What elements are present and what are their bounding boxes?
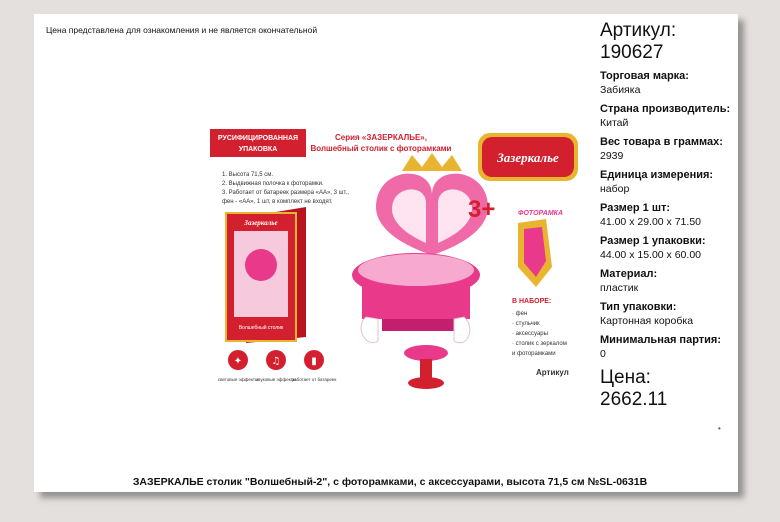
spec-value: набор xyxy=(600,183,630,195)
product-illustration xyxy=(206,127,594,395)
spec-value: 41.00 x 29.00 x 71.50 xyxy=(600,216,701,228)
box-table-image xyxy=(245,249,277,281)
feature-1: 1. Высота 71,5 см. xyxy=(222,172,274,178)
spec-label: Вес товара в граммах: xyxy=(600,136,723,148)
spec-material xyxy=(600,268,770,295)
set-item-1: · фен xyxy=(512,311,528,317)
spec-value: Забияка xyxy=(600,84,641,96)
table-leg-left xyxy=(361,317,378,343)
table-surface xyxy=(358,254,474,286)
spec-country xyxy=(600,103,770,130)
spec-value: Картонная коробка xyxy=(600,315,694,327)
feature-3: 3. Работает от батареек размера «АА», 3 шт., xyxy=(222,190,349,196)
icon-label-2: звуковые эффекты xyxy=(255,377,297,382)
drawer xyxy=(382,319,462,331)
spec-weight xyxy=(600,136,770,163)
spec-label: Размер 1 шт: xyxy=(600,202,671,214)
badge-line-1: РУСИФИЦИРОВАННАЯ xyxy=(217,135,299,142)
spec-value: Китай xyxy=(600,117,629,129)
spec-min-order xyxy=(600,334,770,361)
spec-value: пластик xyxy=(600,282,639,294)
feature-2: 2. Выдвижная полочка к фоторамки. xyxy=(222,181,324,187)
icon-label-1: световые эффекты xyxy=(217,377,259,382)
spec-label: Материал: xyxy=(600,268,658,280)
series-title-line-1: Серия «ЗАЗЕРКАЛЬЕ», xyxy=(335,133,427,142)
spec-package-type xyxy=(600,301,770,328)
product-caption: ЗАЗЕРКАЛЬЕ столик "Волшебный-2", с фоторамками, с аксессуарами, высота 71,5 см №SL-0631B xyxy=(132,476,648,488)
marker-dot: • xyxy=(718,424,721,433)
article-label: Артикул: xyxy=(600,20,677,41)
set-item-4: · столик с зеркалом xyxy=(512,341,567,347)
spec-brand xyxy=(600,70,770,97)
icon-label-3: работает от батареек xyxy=(291,377,337,382)
spec-label: Минимальная партия: xyxy=(600,334,721,346)
table-leg-right xyxy=(454,317,470,343)
svg-text:▮: ▮ xyxy=(311,356,317,367)
set-title: В НАБОРЕ: xyxy=(512,298,552,305)
article-value: 190627 xyxy=(600,42,664,63)
box-bottom-text: Волшебный столик xyxy=(238,325,284,331)
brand-logo: Зазеркалье xyxy=(497,150,559,165)
spec-label: Торговая марка: xyxy=(600,70,689,82)
price-value: 2662.11 xyxy=(600,389,668,410)
spec-package-size xyxy=(600,235,770,262)
set-item-2: · стульчик xyxy=(512,321,540,327)
stool-seat xyxy=(404,345,448,361)
spec-label: Единица измерения: xyxy=(600,169,714,181)
spec-label: Тип упаковки: xyxy=(600,301,677,313)
spec-value: 44.00 x 15.00 x 60.00 xyxy=(600,249,701,261)
series-title-line-2: Волшебный столик с фоторамками xyxy=(310,144,452,153)
stool-leg xyxy=(420,359,432,379)
feature-4: фен - «АА», 1 шт, в комплект не входят. xyxy=(222,199,333,205)
age-label: 3+ xyxy=(468,196,496,223)
spec-item-size xyxy=(600,202,770,229)
spec-label: Страна производитель: xyxy=(600,103,731,115)
set-item-3: · аксессуары xyxy=(512,331,548,337)
spec-unit xyxy=(600,169,770,196)
svg-text:✦: ✦ xyxy=(233,356,243,367)
image-article-label: Артикул xyxy=(536,368,569,377)
price-label: Цена: xyxy=(600,367,651,388)
price-disclaimer: Цена представлена для ознакомления и не является окончательной xyxy=(46,25,318,35)
badge-line-2: УПАКОВКА xyxy=(238,146,278,153)
stool-base xyxy=(408,377,444,389)
spec-label: Размер 1 упаковки: xyxy=(600,235,706,247)
box-logo: Зазеркалье xyxy=(244,219,278,227)
spec-value: 0 xyxy=(600,348,606,360)
photo-frame-label: ФОТОРАМКА xyxy=(518,210,564,217)
svg-text:♫: ♫ xyxy=(271,356,281,367)
set-item-5: и фоторамками xyxy=(512,351,556,357)
spec-value: 2939 xyxy=(600,150,624,162)
crown-icon xyxy=(402,153,462,171)
table-body xyxy=(362,287,470,319)
spec-panel xyxy=(600,20,770,411)
product-image xyxy=(206,127,594,395)
